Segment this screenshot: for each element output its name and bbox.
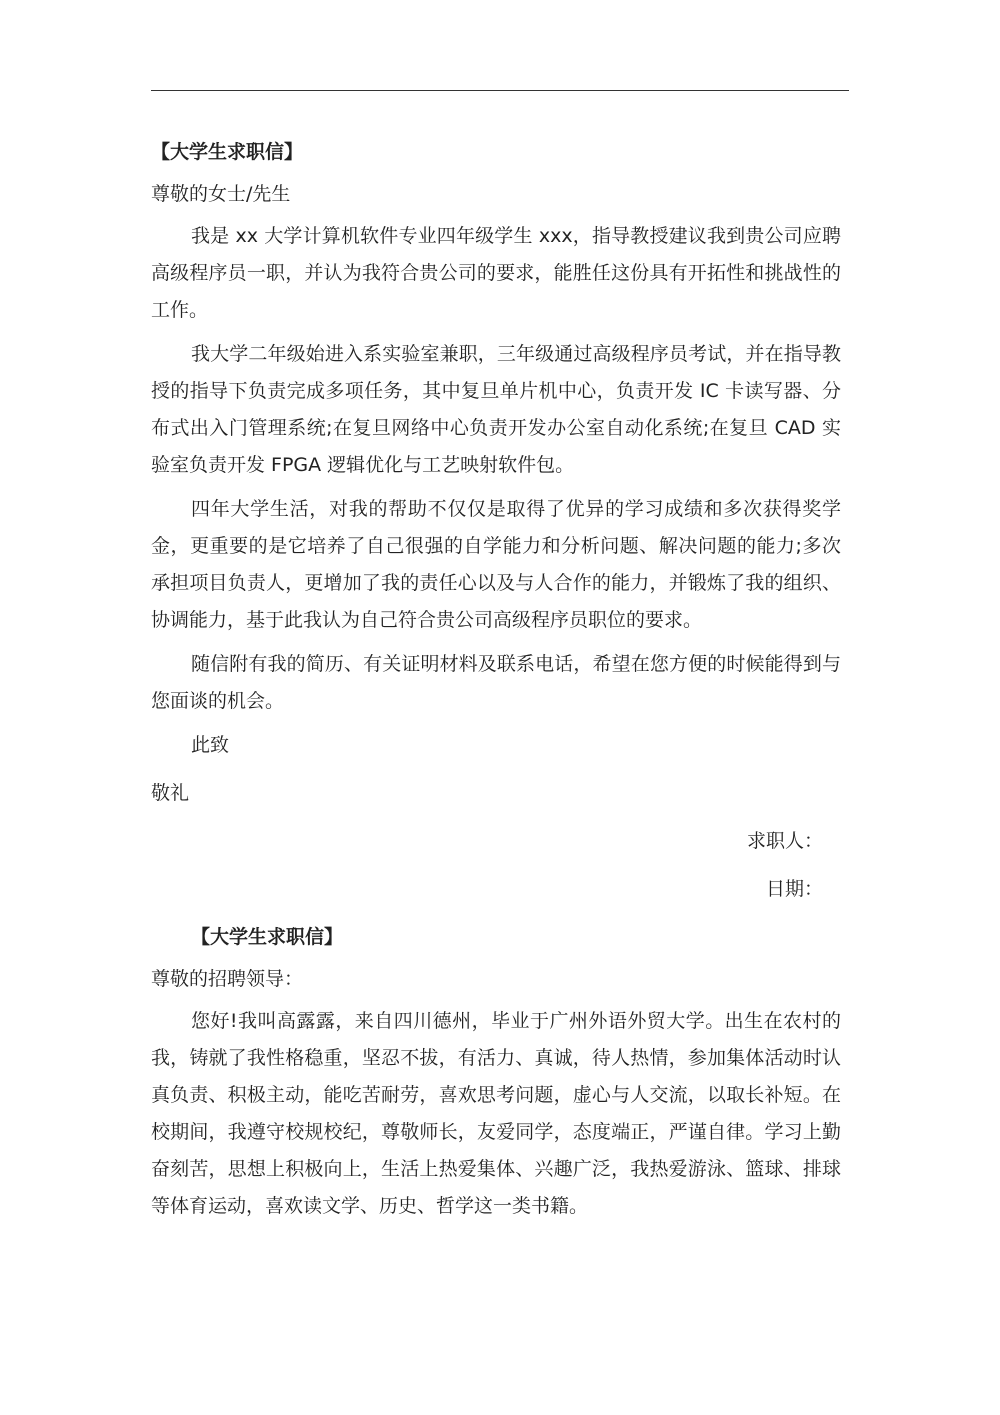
letter-1-paragraph-2: 我大学二年级始进入系实验室兼职，三年级通过高级程序员考试，并在指导教授的指导下负责完成多项任务，其中复旦单片机中心，负责开发 IC 卡读写器、分布式出入门管理系统;在复旦网络中心负责开发办公室自动化系统;在复旦 CAD 实验室负责开发 FPGA 逻辑优化与工艺映射软件包。 bbox=[151, 343, 841, 476]
letter-1-salutation: 尊敬的女士/先生 bbox=[151, 183, 291, 205]
letter-1-closing-jingli: 敬礼 bbox=[151, 782, 190, 804]
letter-1-signer-label: 求职人： bbox=[746, 830, 823, 852]
header-rule bbox=[151, 90, 849, 91]
letter-1-paragraph-3: 四年大学生活，对我的帮助不仅仅是取得了优异的学习成绩和多次获得奖学金，更重要的是它培养了自己很强的自学能力和分析问题、解决问题的能力;多次承担项目负责人，更增加了我的责任心以及与人合作的能力，并锻炼了我的组织、协调能力，基于此我认为自己符合贵公司高级程序员职位的要求。 bbox=[151, 498, 841, 631]
letter-2-salutation: 尊敬的招聘领导： bbox=[151, 968, 304, 990]
letter-1-date-label: 日期： bbox=[765, 878, 823, 900]
letter-1-paragraph-4: 随信附有我的简历、有关证明材料及联系电话，希望在您方便的时候能得到与您面谈的机会。 bbox=[151, 653, 841, 712]
letter-1 bbox=[151, 134, 841, 908]
letter-2-paragraph-1: 您好!我叫高露露，来自四川德州，毕业于广州外语外贸大学。出生在农村的我，铸就了我性格稳重，坚忍不拔，有活力、真诚，待人热情，参加集体活动时认真负责、积极主动，能吃苦耐劳，喜欢思考问题，虚心与人交流，以取长补短。在校期间，我遵守校规校纪，尊敬师长，友爱同学，态度端正，严谨自律。学习上勤奋刻苦，思想上积极向上，生活上热爱集体、兴趣广泛，我热爱游泳、篮球、排球等体育运动，喜欢读文学、历史、哲学这一类书籍。 bbox=[151, 1010, 841, 1217]
letter-1-closing-cizhi: 此致 bbox=[191, 734, 230, 756]
letter-1-heading: 【大学生求职信】 bbox=[151, 141, 304, 163]
document-body bbox=[151, 134, 841, 1232]
letter-1-paragraph-1: 我是 xx 大学计算机软件专业四年级学生 xxx，指导教授建议我到贵公司应聘高级程序员一职，并认为我符合贵公司的要求，能胜任这份具有开拓性和挑战性的工作。 bbox=[151, 225, 841, 321]
letter-2 bbox=[151, 919, 841, 1225]
letter-2-heading: 【大学生求职信】 bbox=[191, 926, 344, 948]
